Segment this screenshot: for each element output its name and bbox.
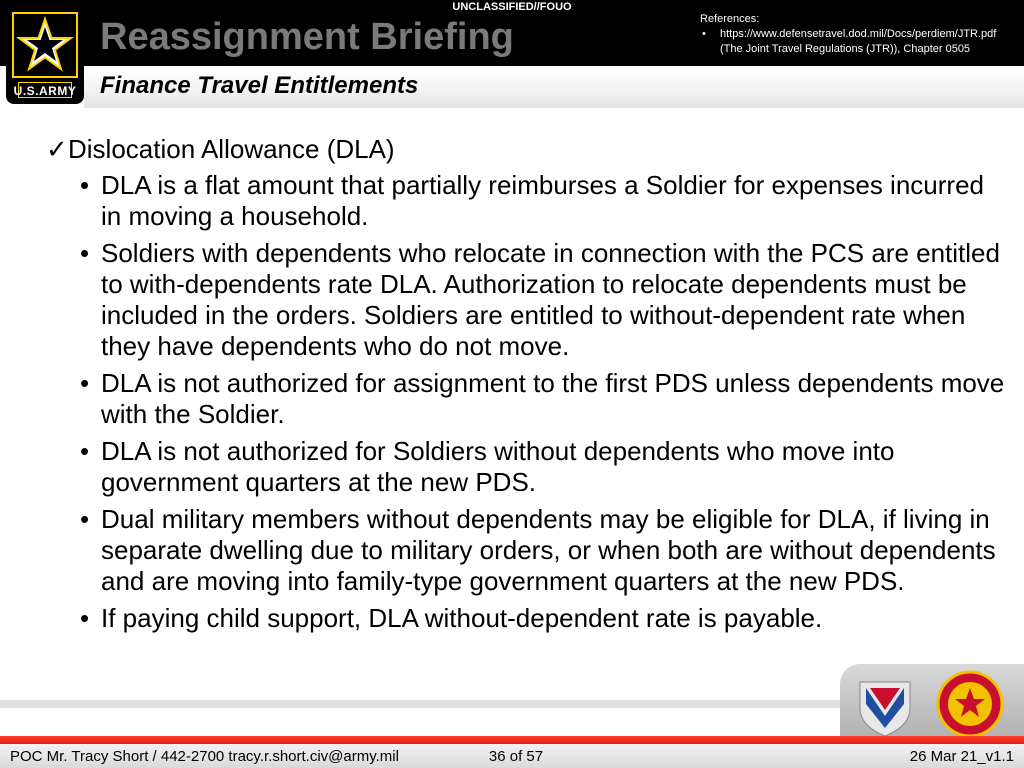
list-item bbox=[46, 368, 1006, 430]
classification-banner: UNCLASSIFIED//FOUO bbox=[452, 1, 572, 13]
reference-bullet: • bbox=[702, 28, 706, 40]
check-mark-icon: ✓ bbox=[46, 134, 68, 164]
references-label: References: bbox=[700, 13, 760, 25]
list-item bbox=[46, 436, 1006, 498]
list-item-text: Soldiers with dependents who relocate in connection with the PCS are entitled to with-dependents rate DLA. Authorization to relocate dependents must be included in the orders. Soldiers are entitled to without-dependent rate when they have dependents who do not move. bbox=[101, 238, 1000, 361]
list-item bbox=[46, 238, 1006, 362]
list-item-text: If paying child support, DLA without-dependent rate is payable. bbox=[101, 603, 823, 633]
army-star-icon bbox=[12, 12, 78, 78]
slide-content bbox=[46, 132, 1006, 640]
version-date: 26 Mar 21_v1.1 bbox=[909, 748, 1014, 765]
army-wordmark: U.S.ARMY bbox=[13, 84, 77, 98]
emblem-panel bbox=[840, 664, 1024, 740]
support-seal-emblem bbox=[840, 664, 1024, 740]
reference-item bbox=[700, 42, 996, 57]
list-item-text: DLA is not authorized for assignment to the first PDS unless dependents move with the Soldier. bbox=[101, 368, 1005, 429]
bullet-icon: • bbox=[80, 238, 90, 268]
reference-description: (The Joint Travel Regulations (JTR)), Chapter 0505 bbox=[720, 43, 971, 55]
list-item bbox=[46, 603, 1006, 634]
footer-poc: POC Mr. Tracy Short / 442-2700 tracy.r.short.civ@army.mil bbox=[10, 748, 399, 765]
list-item-text: DLA is a flat amount that partially reimburses a Soldier for expenses incurred in moving a household. bbox=[101, 170, 984, 231]
reference-item bbox=[700, 27, 996, 42]
reference-url: https://www.defensetravel.dod.mil/Docs/perdiem/JTR.pdf bbox=[720, 28, 997, 40]
references-block bbox=[700, 12, 996, 57]
list-item-text: Dual military members without dependents may be eligible for DLA, if living in separate dwelling due to military orders, or when both are without dependents and are moving into family-type government quarters at the new PDS. bbox=[101, 504, 996, 596]
list-item bbox=[46, 504, 1006, 597]
list-item bbox=[46, 170, 1006, 232]
army-logo bbox=[6, 6, 84, 104]
bullet-icon: • bbox=[80, 603, 90, 633]
list-item-text: DLA is not authorized for Soldiers without dependents who move into government quarters at the new PDS. bbox=[101, 436, 895, 497]
bullet-icon: • bbox=[80, 368, 90, 398]
bullet-icon: • bbox=[80, 504, 90, 534]
bullet-icon: • bbox=[80, 436, 90, 466]
section-heading bbox=[46, 132, 1006, 166]
section-heading-text: Dislocation Allowance (DLA) bbox=[68, 134, 395, 164]
bullet-list bbox=[46, 170, 1006, 634]
bullet-icon: • bbox=[80, 170, 90, 200]
page-title: Reassignment Briefing bbox=[100, 16, 514, 58]
page-subtitle: Finance Travel Entitlements bbox=[100, 72, 419, 99]
page-number: 36 of 57 bbox=[488, 748, 544, 765]
